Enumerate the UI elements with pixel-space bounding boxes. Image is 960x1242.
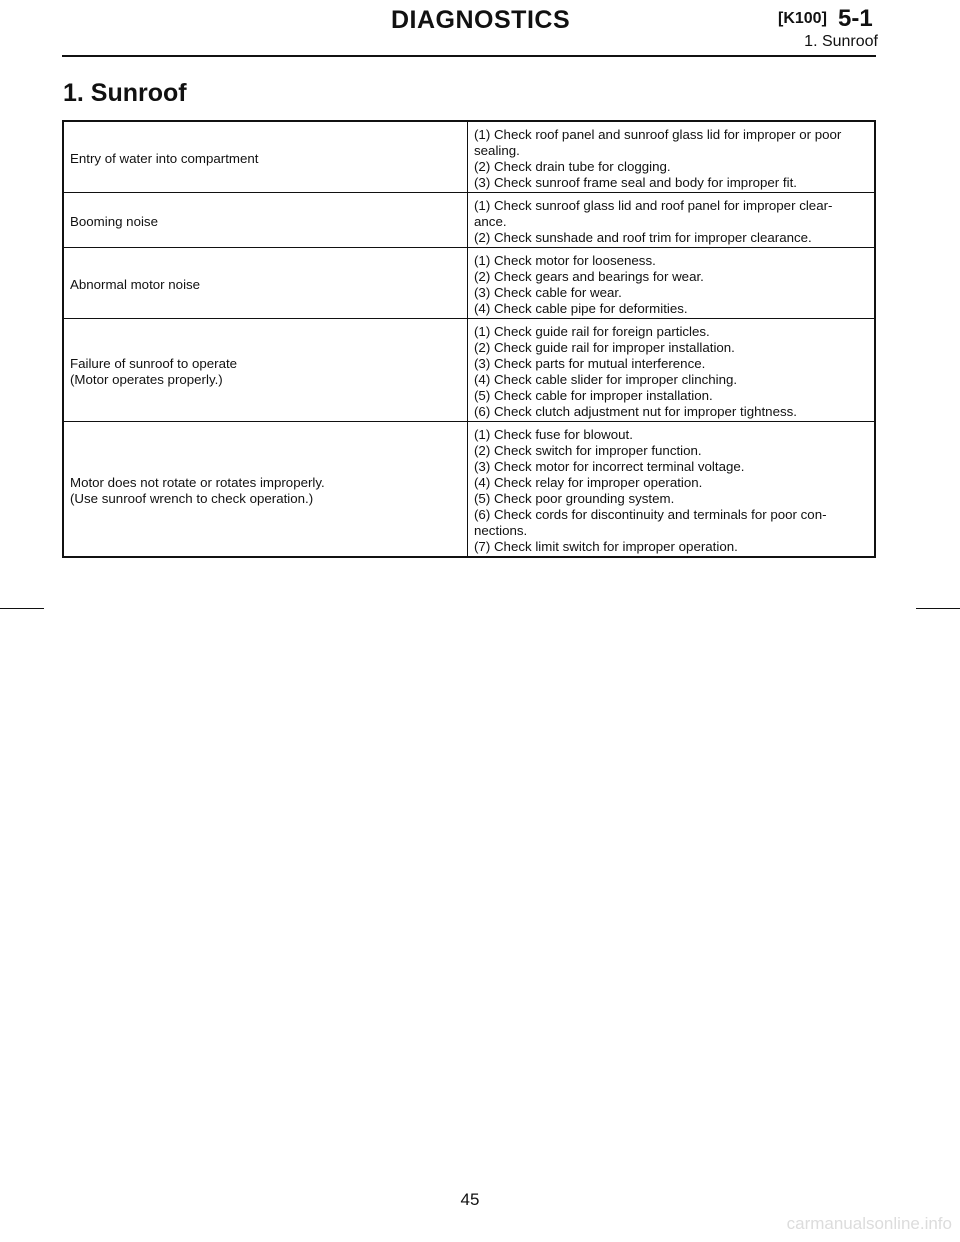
- symptom-text: Entry of water into compartment: [70, 151, 259, 166]
- table-row: [63, 121, 875, 193]
- symptom-cell: [63, 319, 468, 422]
- check-step: (1) Check motor for looseness.: [474, 253, 656, 268]
- check-step: (2) Check drain tube for clogging.: [474, 159, 671, 174]
- check-cell: [468, 121, 876, 193]
- page-title: 1. Sunroof: [63, 79, 187, 107]
- header-title: DIAGNOSTICS: [391, 6, 571, 34]
- header-subsection: 1. Sunroof: [804, 33, 878, 50]
- table-row: [63, 422, 875, 558]
- check-cell: [468, 193, 876, 248]
- check-step: (3) Check sunroof frame seal and body for improper fit.: [474, 175, 797, 190]
- check-cell: [468, 319, 876, 422]
- check-step: (3) Check parts for mutual interference.: [474, 356, 706, 371]
- header-section-number: 5-1: [838, 5, 873, 32]
- check-step: (4) Check relay for improper operation.: [474, 475, 703, 490]
- symptom-text: Failure of sunroof to operate: [70, 356, 238, 371]
- check-step: (2) Check sunshade and roof trim for improper clearance.: [474, 230, 812, 245]
- check-step: (3) Check motor for incorrect terminal voltage.: [474, 459, 745, 474]
- check-step: (2) Check guide rail for improper installation.: [474, 340, 735, 355]
- check-step: (4) Check cable slider for improper clinching.: [474, 372, 738, 387]
- table-row: [63, 248, 875, 319]
- left-margin-mark: [0, 608, 44, 609]
- check-step: (1) Check sunroof glass lid and roof panel for improper clear- ance.: [474, 198, 833, 229]
- symptom-text: (Motor operates properly.): [70, 372, 223, 387]
- check-step: (4) Check cable pipe for deformities.: [474, 301, 688, 316]
- check-step: (6) Check clutch adjustment nut for improper tightness.: [474, 404, 797, 419]
- check-step: (5) Check cable for improper installation.: [474, 388, 713, 403]
- check-step: (7) Check limit switch for improper operation.: [474, 539, 738, 554]
- check-step: (1) Check roof panel and sunroof glass lid for improper or poor sealing.: [474, 127, 842, 158]
- header-divider: [62, 55, 876, 57]
- page-number: 45: [460, 1190, 480, 1209]
- symptom-cell: [63, 422, 468, 558]
- symptom-text: Booming noise: [70, 214, 158, 229]
- right-margin-mark: [916, 608, 960, 609]
- check-cell: [468, 248, 876, 319]
- check-step: (6) Check cords for discontinuity and terminals for poor con- nections.: [474, 507, 827, 538]
- check-step: (1) Check guide rail for foreign particles.: [474, 324, 710, 339]
- symptom-cell: [63, 121, 468, 193]
- check-cell: [468, 422, 876, 558]
- diagnostics-table-body: [63, 121, 875, 557]
- check-step: (2) Check switch for improper function.: [474, 443, 702, 458]
- header-code: [K100]: [778, 10, 827, 27]
- symptom-text: Motor does not rotate or rotates improperly.: [70, 475, 325, 490]
- watermark: carmanualsonline.info: [786, 1214, 952, 1233]
- check-step: (5) Check poor grounding system.: [474, 491, 675, 506]
- symptom-text: (Use sunroof wrench to check operation.): [70, 491, 314, 506]
- check-step: (2) Check gears and bearings for wear.: [474, 269, 704, 284]
- check-step: (1) Check fuse for blowout.: [474, 427, 633, 442]
- symptom-text: Abnormal motor noise: [70, 277, 201, 292]
- table-row: [63, 319, 875, 422]
- table-row: [63, 193, 875, 248]
- diagnostics-table: [62, 120, 876, 558]
- check-step: (3) Check cable for wear.: [474, 285, 622, 300]
- symptom-cell: [63, 193, 468, 248]
- symptom-cell: [63, 248, 468, 319]
